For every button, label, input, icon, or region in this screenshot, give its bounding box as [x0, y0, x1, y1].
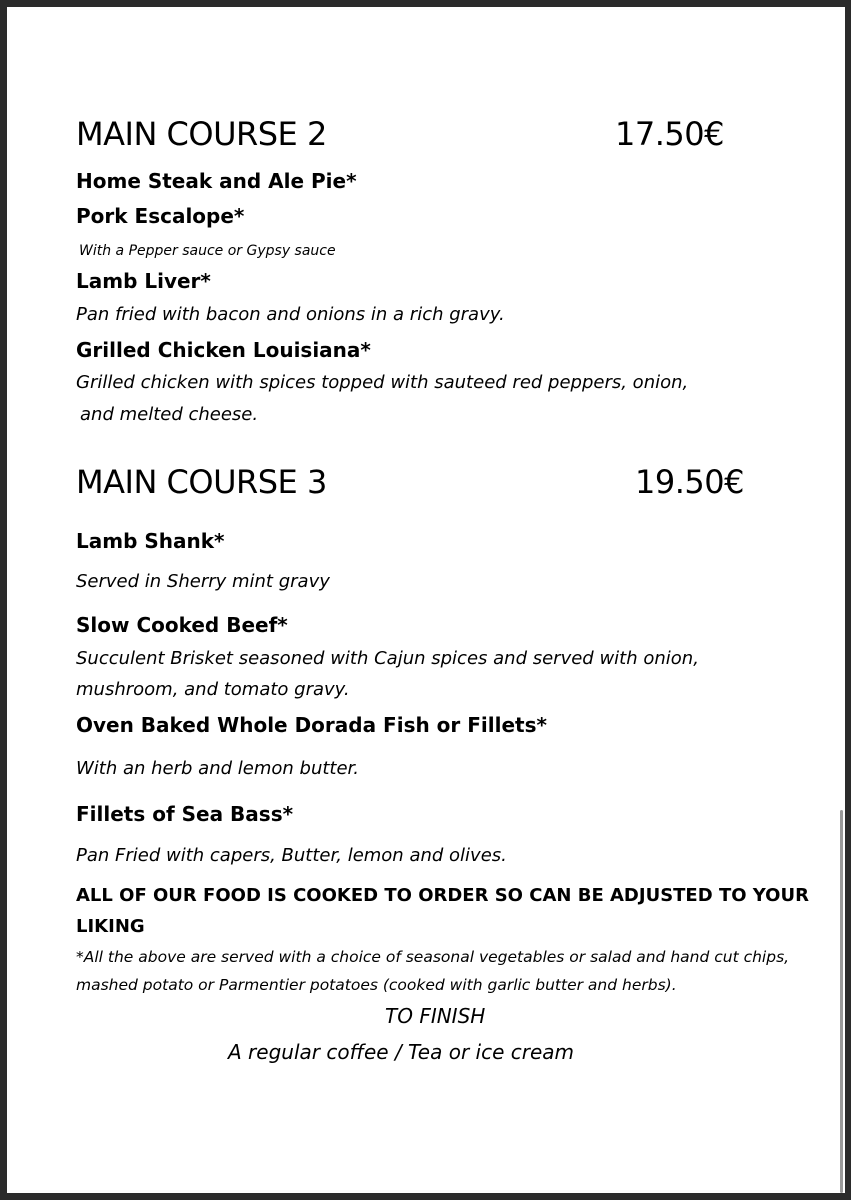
scrollbar[interactable] — [840, 810, 843, 1193]
course3-item-1-name: Lamb Shank* — [76, 529, 225, 553]
course3-item-1-desc: Served in Sherry mint gravy — [76, 571, 330, 592]
footnote-line1: *All the above are served with a choice of seasonal vegetables or salad and hand cut chips, — [76, 948, 790, 966]
course2-item-4-name: Grilled Chicken Louisiana* — [76, 338, 371, 362]
course3-item-4-desc: Pan Fried with capers, Butter, lemon and olives. — [76, 845, 507, 866]
course3-item-2-desc-line1: Succulent Brisket seasoned with Cajun spices and served with onion, — [76, 648, 699, 669]
course3-title: MAIN COURSE 3 — [76, 463, 327, 501]
course2-item-2-name: Pork Escalope* — [76, 204, 245, 228]
course3-item-3-name: Oven Baked Whole Dorada Fish or Fillets* — [76, 713, 547, 737]
course3-item-2-desc-line2: mushroom, and tomato gravy. — [76, 679, 350, 700]
to-finish-title: TO FINISH — [385, 1004, 486, 1028]
course3-item-4-name: Fillets of Sea Bass* — [76, 802, 294, 826]
course2-item-3-desc: Pan fried with bacon and onions in a rich gravy. — [76, 304, 505, 325]
menu-page — [7, 7, 845, 1193]
course2-item-4-desc-line2: and melted cheese. — [80, 404, 259, 425]
footnote-line2: mashed potato or Parmentier potatoes (cooked with garlic butter and herbs). — [76, 976, 677, 994]
to-finish-text: A regular coffee / Tea or ice cream — [228, 1040, 575, 1064]
course2-item-2-desc: With a Pepper sauce or Gypsy sauce — [79, 243, 336, 259]
course2-title: MAIN COURSE 2 — [76, 115, 327, 153]
course2-price: 17.50€ — [615, 115, 724, 153]
course2-item-3-name: Lamb Liver* — [76, 269, 211, 293]
cooked-to-order-notice-line1: ALL OF OUR FOOD IS COOKED TO ORDER SO CAN BE ADJUSTED TO YOUR — [76, 885, 809, 906]
course2-item-1-name: Home Steak and Ale Pie* — [76, 169, 357, 193]
course3-item-3-desc: With an herb and lemon butter. — [76, 758, 360, 779]
course2-item-4-desc-line1: Grilled chicken with spices topped with sauteed red peppers, onion, — [76, 372, 689, 393]
course3-item-2-name: Slow Cooked Beef* — [76, 613, 288, 637]
course3-price: 19.50€ — [635, 463, 744, 501]
cooked-to-order-notice-line2: LIKING — [76, 916, 145, 937]
